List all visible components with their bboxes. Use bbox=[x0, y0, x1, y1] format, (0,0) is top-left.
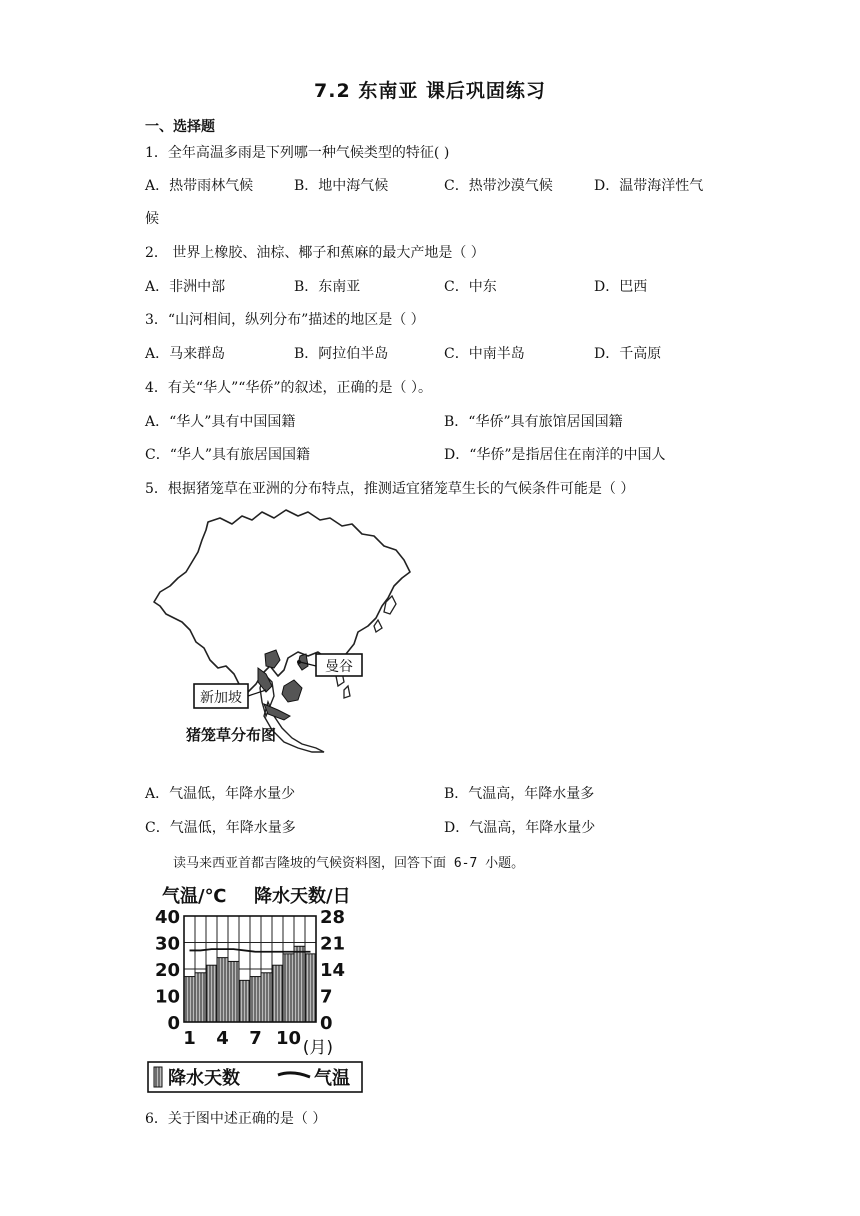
question-3-option-c[interactable]: C．中南半岛 bbox=[444, 346, 525, 362]
question-1-option-c[interactable]: C．热带沙漠气候 bbox=[444, 178, 553, 194]
map-caption: 猪笼草分布图 bbox=[186, 726, 277, 744]
left-axis-tick: 10 bbox=[154, 986, 180, 1008]
precipitation-days-bar bbox=[294, 946, 305, 1022]
precipitation-days-bar bbox=[184, 977, 195, 1022]
question-5-option-d[interactable]: D．气温高，年降水量少 bbox=[444, 820, 596, 836]
question-1-option-d-wrap: 候 bbox=[145, 211, 159, 227]
distribution-region-indochina bbox=[265, 650, 280, 668]
questions-6-7-intro: 读马来西亚首都吉隆坡的气候资料图，回答下面 6-7 小题。 bbox=[173, 856, 525, 871]
precipitation-days-bar bbox=[283, 954, 294, 1022]
x-axis-tick: 1 bbox=[183, 1028, 196, 1049]
question-4-option-d[interactable]: D．“华侨”是指居住在南洋的中国人 bbox=[444, 447, 666, 463]
left-axis-tick: 30 bbox=[154, 933, 180, 955]
question-5-option-a[interactable]: A．气温低，年降水量少 bbox=[145, 786, 296, 802]
left-axis-tick: 40 bbox=[154, 907, 180, 928]
question-6-stem: 6．关于图中述正确的是（ ） bbox=[145, 1111, 327, 1127]
right-axis-tick: 28 bbox=[320, 907, 346, 928]
legend-bar-swatch bbox=[154, 1067, 162, 1087]
precipitation-days-bar bbox=[195, 973, 206, 1022]
question-4-option-c[interactable]: C．“华人”具有旅居国国籍 bbox=[145, 447, 311, 463]
question-2-option-b[interactable]: B．东南亚 bbox=[294, 279, 361, 295]
left-axis-tick: 20 bbox=[154, 960, 180, 981]
x-axis-tick: 7 bbox=[249, 1028, 262, 1049]
singapore-label: 新加坡 bbox=[200, 690, 242, 706]
bangkok-label: 曼谷 bbox=[325, 659, 353, 675]
precipitation-days-bar bbox=[305, 954, 316, 1022]
precipitation-days-bar bbox=[228, 961, 239, 1022]
question-4-stem: 4．有关“华人”“华侨”的叙述，正确的是（ ）。 bbox=[145, 380, 432, 396]
section-heading: 一、选择题 bbox=[145, 119, 215, 135]
distribution-region-java bbox=[264, 704, 290, 720]
question-3-option-a[interactable]: A．马来群岛 bbox=[145, 346, 226, 362]
question-2-option-a[interactable]: A．非洲中部 bbox=[145, 279, 226, 295]
precipitation-days-bar bbox=[239, 980, 250, 1022]
x-axis-tick: 4 bbox=[216, 1028, 229, 1049]
question-1-option-a[interactable]: A．热带雨林气候 bbox=[145, 178, 254, 194]
precipitation-days-bar bbox=[206, 965, 217, 1022]
question-5-stem: 5．根据猪笼草在亚洲的分布特点，推测适宜猪笼草生长的气候条件可能是（ ） bbox=[145, 481, 635, 497]
right-axis-tick: 7 bbox=[320, 986, 333, 1008]
asia-outline bbox=[154, 510, 410, 692]
legend-line-label: 气温 bbox=[314, 1068, 350, 1089]
precipitation-days-bar bbox=[250, 977, 261, 1022]
question-3-stem: 3．“山河相间，纵列分布”描述的地区是（ ） bbox=[145, 312, 425, 328]
x-axis-ticks bbox=[183, 1028, 301, 1049]
precipitation-days-bar bbox=[217, 958, 228, 1022]
x-axis-tick: 10 bbox=[275, 1028, 302, 1049]
pitcher-plant-distribution-map bbox=[148, 506, 433, 756]
bangkok-marker bbox=[297, 660, 301, 664]
left-axis-tick: 0 bbox=[167, 1013, 180, 1034]
right-axis-label: 降水天数/日 bbox=[254, 886, 351, 907]
question-1-option-b[interactable]: B．地中海气候 bbox=[294, 178, 389, 194]
question-2-option-c[interactable]: C．中东 bbox=[444, 279, 497, 295]
right-axis-tick: 21 bbox=[320, 933, 346, 955]
left-axis-label: 气温/℃ bbox=[162, 886, 227, 907]
question-2-option-d[interactable]: D．巴西 bbox=[594, 279, 648, 295]
distribution-region-borneo bbox=[282, 680, 302, 702]
question-4-option-b[interactable]: B．“华侨”具有旅馆居国国籍 bbox=[444, 414, 623, 430]
question-5-option-b[interactable]: B．气温高，年降水量多 bbox=[444, 786, 595, 802]
right-axis-ticks bbox=[320, 907, 345, 1034]
question-5-option-c[interactable]: C．气温低，年降水量多 bbox=[145, 820, 296, 836]
question-2-stem: 2． 世界上橡胶、油棕、椰子和蕉麻的最大产地是（ ） bbox=[145, 245, 485, 261]
left-axis-ticks bbox=[155, 907, 180, 1034]
legend-bar-label: 降水天数 bbox=[168, 1068, 240, 1089]
x-axis-unit: (月) bbox=[302, 1038, 334, 1058]
question-3-option-d[interactable]: D．千高原 bbox=[594, 346, 662, 362]
question-4-option-a[interactable]: A．“华人”具有中国国籍 bbox=[145, 414, 296, 430]
precipitation-days-bar bbox=[261, 973, 272, 1022]
right-axis-tick: 14 bbox=[320, 960, 346, 981]
singapore-leader-line bbox=[248, 690, 266, 696]
question-3-option-b[interactable]: B．阿拉伯半岛 bbox=[294, 346, 389, 362]
right-axis-tick: 0 bbox=[320, 1013, 333, 1034]
precipitation-days-bar bbox=[272, 965, 283, 1022]
kuala-lumpur-climate-chart bbox=[146, 878, 371, 1096]
page-title: 7.2 东南亚 课后巩固练习 bbox=[314, 80, 546, 102]
question-1-option-d[interactable]: D．温带海洋性气 bbox=[594, 178, 704, 194]
question-1-stem: 1．全年高温多雨是下列哪一种气候类型的特征( ) bbox=[145, 145, 450, 161]
